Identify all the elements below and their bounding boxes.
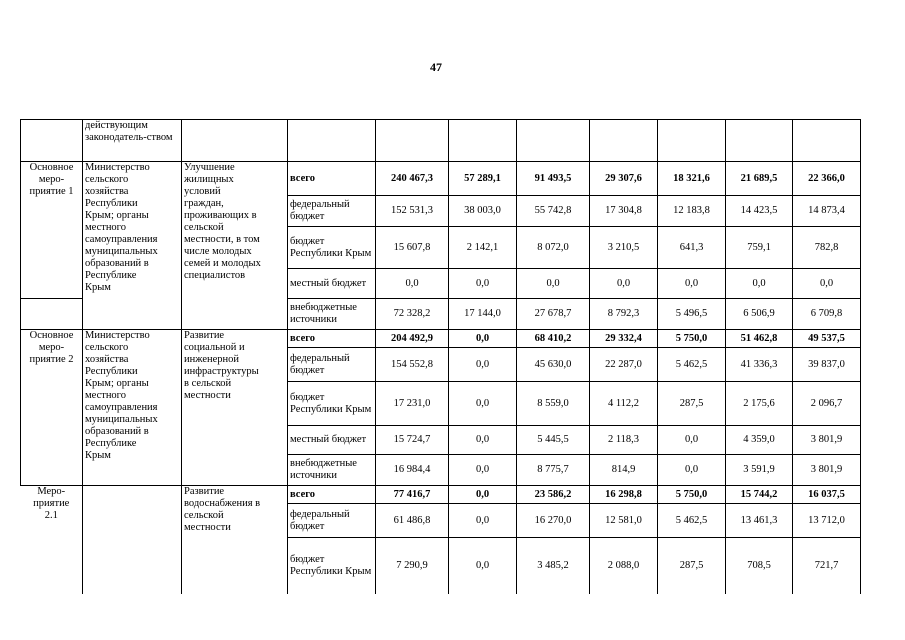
goal-cell <box>182 162 288 330</box>
amount-cell: 5 750,0 <box>658 486 726 504</box>
amount-cell: 0,0 <box>658 426 726 455</box>
amount-cell: 0,0 <box>449 269 517 299</box>
executor-line: самоуправления <box>85 234 158 245</box>
amount-cell: 15 607,8 <box>376 227 449 269</box>
header-continuation-row <box>21 120 861 162</box>
amount-cell: 5 496,5 <box>658 299 726 330</box>
amount-cell: 17 231,0 <box>376 382 449 426</box>
cell-empty <box>449 120 517 162</box>
amount-cell: 8 775,7 <box>517 455 590 486</box>
measure-name-line: приятие <box>33 498 70 509</box>
goal-line: водоснабжения в <box>184 498 261 509</box>
amount-cell: 0,0 <box>449 330 517 348</box>
cell-empty <box>590 120 658 162</box>
executor-line: Республики <box>85 366 138 377</box>
amount-cell: 39 837,0 <box>793 348 861 382</box>
executor-line: муниципальных <box>85 414 158 425</box>
goal-line: Развитие <box>184 330 225 341</box>
amount-cell: 0,0 <box>449 538 517 594</box>
amount-cell: 55 742,8 <box>517 196 590 227</box>
table-row <box>21 162 861 196</box>
source-label: внебюджетные источники <box>288 299 376 330</box>
goal-line: граждан, <box>184 198 224 209</box>
amount-cell: 2 088,0 <box>590 538 658 594</box>
source-label: бюджет Республики Крым <box>288 382 376 426</box>
source-label: внебюджетные источники <box>288 455 376 486</box>
amount-cell: 3 210,5 <box>590 227 658 269</box>
amount-cell: 4 359,0 <box>726 426 793 455</box>
measure-name-line: приятие 2 <box>29 354 74 365</box>
measure-name-line: Меро- <box>37 486 66 497</box>
amount-cell: 7 290,9 <box>376 538 449 594</box>
goal-line: условий <box>184 186 221 197</box>
executor-line: Республике <box>85 270 137 281</box>
amount-cell: 0,0 <box>449 348 517 382</box>
goal-line: местности <box>184 522 231 533</box>
executor-line: хозяйства <box>85 354 129 365</box>
amount-cell: 641,3 <box>658 227 726 269</box>
budget-table <box>20 119 861 594</box>
executor-line: Министерство <box>85 162 150 173</box>
cell-empty <box>726 120 793 162</box>
executor-cell <box>83 162 182 330</box>
amount-cell: 0,0 <box>449 455 517 486</box>
amount-cell: 3 591,9 <box>726 455 793 486</box>
amount-cell: 154 552,8 <box>376 348 449 382</box>
amount-cell: 14 423,5 <box>726 196 793 227</box>
measure-name-line: Основное <box>29 330 74 341</box>
amount-cell: 17 304,8 <box>590 196 658 227</box>
amount-cell: 91 493,5 <box>517 162 590 196</box>
cell-empty <box>658 120 726 162</box>
goal-line: Улучшение <box>184 162 235 173</box>
amount-cell: 0,0 <box>658 269 726 299</box>
goal-line: жилищных <box>184 174 234 185</box>
executor-line: Крым; органы <box>85 378 149 389</box>
goal-line: социальной и <box>184 342 245 353</box>
cell-empty <box>376 120 449 162</box>
amount-cell: 38 003,0 <box>449 196 517 227</box>
amount-cell: 0,0 <box>376 269 449 299</box>
executor-line: Крым <box>85 282 111 293</box>
goal-cell <box>182 486 288 594</box>
amount-cell: 27 678,7 <box>517 299 590 330</box>
amount-cell: 240 467,3 <box>376 162 449 196</box>
table-row <box>21 330 861 348</box>
goal-line: инфраструктуры <box>184 366 259 377</box>
executor-line: сельского <box>85 174 129 185</box>
amount-cell: 49 537,5 <box>793 330 861 348</box>
amount-cell: 5 750,0 <box>658 330 726 348</box>
goal-line: местности <box>184 390 231 401</box>
cell-empty <box>182 120 288 162</box>
executor-line: образований в <box>85 426 149 437</box>
goal-line: местности, в том <box>184 234 260 245</box>
goal-line: инженерной <box>184 354 240 365</box>
amount-cell: 6 506,9 <box>726 299 793 330</box>
amount-cell: 782,8 <box>793 227 861 269</box>
executor-cell <box>83 486 182 594</box>
amount-cell: 22 287,0 <box>590 348 658 382</box>
measure-name-line: приятие 1 <box>29 186 74 197</box>
measure-name-line: 2.1 <box>44 510 58 521</box>
source-label: всего <box>288 162 376 196</box>
amount-cell: 2 118,3 <box>590 426 658 455</box>
amount-cell: 5 445,5 <box>517 426 590 455</box>
amount-cell: 16 984,4 <box>376 455 449 486</box>
amount-cell: 3 801,9 <box>793 455 861 486</box>
executor-line: самоуправления <box>85 402 158 413</box>
goal-line: семей и молодых <box>184 258 261 269</box>
amount-cell: 12 581,0 <box>590 504 658 538</box>
amount-cell: 2 175,6 <box>726 382 793 426</box>
amount-cell: 41 336,3 <box>726 348 793 382</box>
amount-cell: 0,0 <box>517 269 590 299</box>
amount-cell: 152 531,3 <box>376 196 449 227</box>
amount-cell: 0,0 <box>726 269 793 299</box>
amount-cell: 0,0 <box>793 269 861 299</box>
goal-line: специалистов <box>184 270 246 281</box>
amount-cell: 57 289,1 <box>449 162 517 196</box>
source-label: всего <box>288 330 376 348</box>
amount-cell: 0,0 <box>449 486 517 504</box>
executor-line: Республике <box>85 438 137 449</box>
cell-empty <box>21 120 83 162</box>
source-label: бюджет Республики Крым <box>288 538 376 594</box>
goal-line: сельской <box>184 510 224 521</box>
amount-cell: 3 485,2 <box>517 538 590 594</box>
cell-empty <box>517 120 590 162</box>
amount-cell: 3 801,9 <box>793 426 861 455</box>
amount-cell: 6 709,8 <box>793 299 861 330</box>
amount-cell: 23 586,2 <box>517 486 590 504</box>
amount-cell: 721,7 <box>793 538 861 594</box>
amount-cell: 0,0 <box>449 504 517 538</box>
source-label: бюджет Республики Крым <box>288 227 376 269</box>
measure-name-cell-empty <box>21 299 83 330</box>
executor-line: Крым <box>85 450 111 461</box>
executor-line: сельского <box>85 342 129 353</box>
measure-name-line: меро- <box>38 174 65 185</box>
amount-cell: 8 072,0 <box>517 227 590 269</box>
executor-line: Министерство <box>85 330 150 341</box>
amount-cell: 13 461,3 <box>726 504 793 538</box>
amount-cell: 29 307,6 <box>590 162 658 196</box>
executor-line: местного <box>85 390 126 401</box>
executor-line: муниципальных <box>85 246 158 257</box>
source-label: федеральный бюджет <box>288 196 376 227</box>
amount-cell: 72 328,2 <box>376 299 449 330</box>
amount-cell: 14 873,4 <box>793 196 861 227</box>
goal-cell <box>182 330 288 486</box>
amount-cell: 5 462,5 <box>658 504 726 538</box>
amount-cell: 15 724,7 <box>376 426 449 455</box>
amount-cell: 2 142,1 <box>449 227 517 269</box>
amount-cell: 0,0 <box>590 269 658 299</box>
measure-name-cell <box>21 486 83 594</box>
amount-cell: 204 492,9 <box>376 330 449 348</box>
amount-cell: 708,5 <box>726 538 793 594</box>
amount-cell: 51 462,8 <box>726 330 793 348</box>
amount-cell: 29 332,4 <box>590 330 658 348</box>
goal-line: числе молодых <box>184 246 252 257</box>
amount-cell: 77 416,7 <box>376 486 449 504</box>
measure-name-line: меро- <box>38 342 65 353</box>
source-label: местный бюджет <box>288 269 376 299</box>
amount-cell: 4 112,2 <box>590 382 658 426</box>
source-label: местный бюджет <box>288 426 376 455</box>
amount-cell: 8 792,3 <box>590 299 658 330</box>
executor-line: хозяйства <box>85 186 129 197</box>
goal-line: сельской <box>184 222 224 233</box>
amount-cell: 68 410,2 <box>517 330 590 348</box>
amount-cell: 0,0 <box>658 455 726 486</box>
cell-empty <box>288 120 376 162</box>
amount-cell: 45 630,0 <box>517 348 590 382</box>
amount-cell: 5 462,5 <box>658 348 726 382</box>
measure-name-cell <box>21 162 83 299</box>
amount-cell: 13 712,0 <box>793 504 861 538</box>
amount-cell: 814,9 <box>590 455 658 486</box>
amount-cell: 22 366,0 <box>793 162 861 196</box>
amount-cell: 16 298,8 <box>590 486 658 504</box>
executor-line: образований в <box>85 258 149 269</box>
executor-line: местного <box>85 222 126 233</box>
amount-cell: 61 486,8 <box>376 504 449 538</box>
source-label: всего <box>288 486 376 504</box>
table-row <box>21 486 861 504</box>
amount-cell: 8 559,0 <box>517 382 590 426</box>
executor-cell <box>83 330 182 486</box>
amount-cell: 287,5 <box>658 538 726 594</box>
amount-cell: 18 321,6 <box>658 162 726 196</box>
cell-empty <box>793 120 861 162</box>
amount-cell: 2 096,7 <box>793 382 861 426</box>
executor-line: Крым; органы <box>85 210 149 221</box>
amount-cell: 15 744,2 <box>726 486 793 504</box>
amount-cell: 287,5 <box>658 382 726 426</box>
amount-cell: 0,0 <box>449 426 517 455</box>
amount-cell: 16 037,5 <box>793 486 861 504</box>
page-number: 47 <box>430 60 442 74</box>
goal-line: в сельской <box>184 378 232 389</box>
goal-line: Развитие <box>184 486 225 497</box>
source-label: федеральный бюджет <box>288 348 376 382</box>
amount-cell: 17 144,0 <box>449 299 517 330</box>
amount-cell: 16 270,0 <box>517 504 590 538</box>
amount-cell: 0,0 <box>449 382 517 426</box>
measure-name-cell <box>21 330 83 486</box>
amount-cell: 21 689,5 <box>726 162 793 196</box>
legal-basis-cell: действующим законодатель-ством <box>83 120 182 162</box>
executor-line: Республики <box>85 198 138 209</box>
goal-line: проживающих в <box>184 210 257 221</box>
measure-name-line: Основное <box>29 162 74 173</box>
amount-cell: 12 183,8 <box>658 196 726 227</box>
source-label: федеральный бюджет <box>288 504 376 538</box>
amount-cell: 759,1 <box>726 227 793 269</box>
